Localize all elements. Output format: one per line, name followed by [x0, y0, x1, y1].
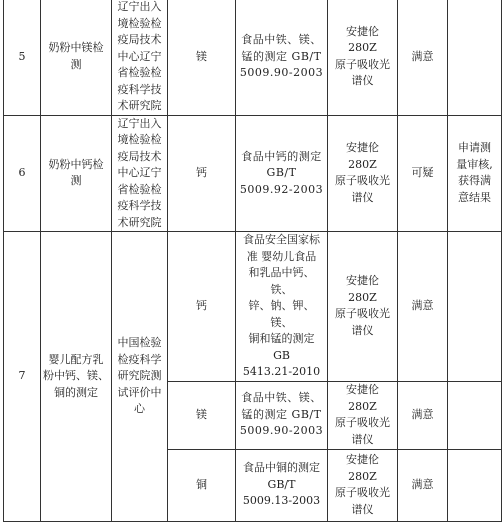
- remark: [448, 381, 502, 449]
- organizer: 辽宁出入 境检验检 疫局技术 中心辽宁 省检验检 疫科学技 术研究院: [112, 115, 168, 232]
- instrument: 安捷伦 280Z 原子吸收光 谱仪: [328, 232, 398, 382]
- table-row: [4, 0, 502, 115]
- test-standard: 食品安全国家标 准 婴幼儿食品 和乳品中钙、铁、 锌、钠、钾、镁、 铜和锰的测定 GB 5413.21-2010: [236, 232, 328, 382]
- remark: [448, 232, 502, 382]
- product-name: 婴儿配方乳 粉中钙、镁、 铜的测定: [41, 232, 112, 522]
- remark: [448, 0, 502, 115]
- test-item: 钙: [168, 115, 236, 232]
- test-item: 镁: [168, 0, 236, 115]
- organizer: 辽宁出入 境检验检 疫局技术 中心辽宁 省检验检 疫科学技 术研究院: [112, 0, 168, 115]
- row-number: 5: [4, 0, 41, 115]
- instrument: 安捷伦 280Z 原子吸收光 谱仪: [328, 0, 398, 115]
- test-standard: 食品中钙的测定 GB/T 5009.92-2003: [236, 115, 328, 232]
- result: 满意: [398, 0, 448, 115]
- result: 满意: [398, 381, 448, 449]
- instrument: 安捷伦 280Z 原子吸收光 谱仪: [328, 115, 398, 232]
- result: 可疑: [398, 115, 448, 232]
- test-standard: 食品中铁、镁、 锰的测定 GB/T 5009.90-2003: [236, 381, 328, 449]
- table-row: [4, 232, 502, 382]
- table-row: [4, 115, 502, 232]
- instrument: 安捷伦 280Z 原子吸收光 谱仪: [328, 449, 398, 521]
- test-standard: 食品中铜的测定 GB/T 5009.13-2003: [236, 449, 328, 521]
- test-item: 镁: [168, 381, 236, 449]
- organizer: 中国检验 检疫科学 研究院测 试评价中 心: [112, 232, 168, 522]
- remark: 申请测 量审核, 获得满 意结果: [448, 115, 502, 232]
- test-item: 钙: [168, 232, 236, 382]
- test-item: 铜: [168, 449, 236, 521]
- row-number: 6: [4, 115, 41, 232]
- row-number: 7: [4, 232, 41, 522]
- instrument: 安捷伦 280Z 原子吸收光 谱仪: [328, 381, 398, 449]
- result: 满意: [398, 449, 448, 521]
- product-name: 奶粉中钙检 测: [41, 115, 112, 232]
- product-name: 奶粉中镁检 测: [41, 0, 112, 115]
- proficiency-test-table: [3, 0, 502, 522]
- remark: [448, 449, 502, 521]
- test-standard: 食品中铁、镁、 锰的测定 GB/T 5009.90-2003: [236, 0, 328, 115]
- result: 满意: [398, 232, 448, 382]
